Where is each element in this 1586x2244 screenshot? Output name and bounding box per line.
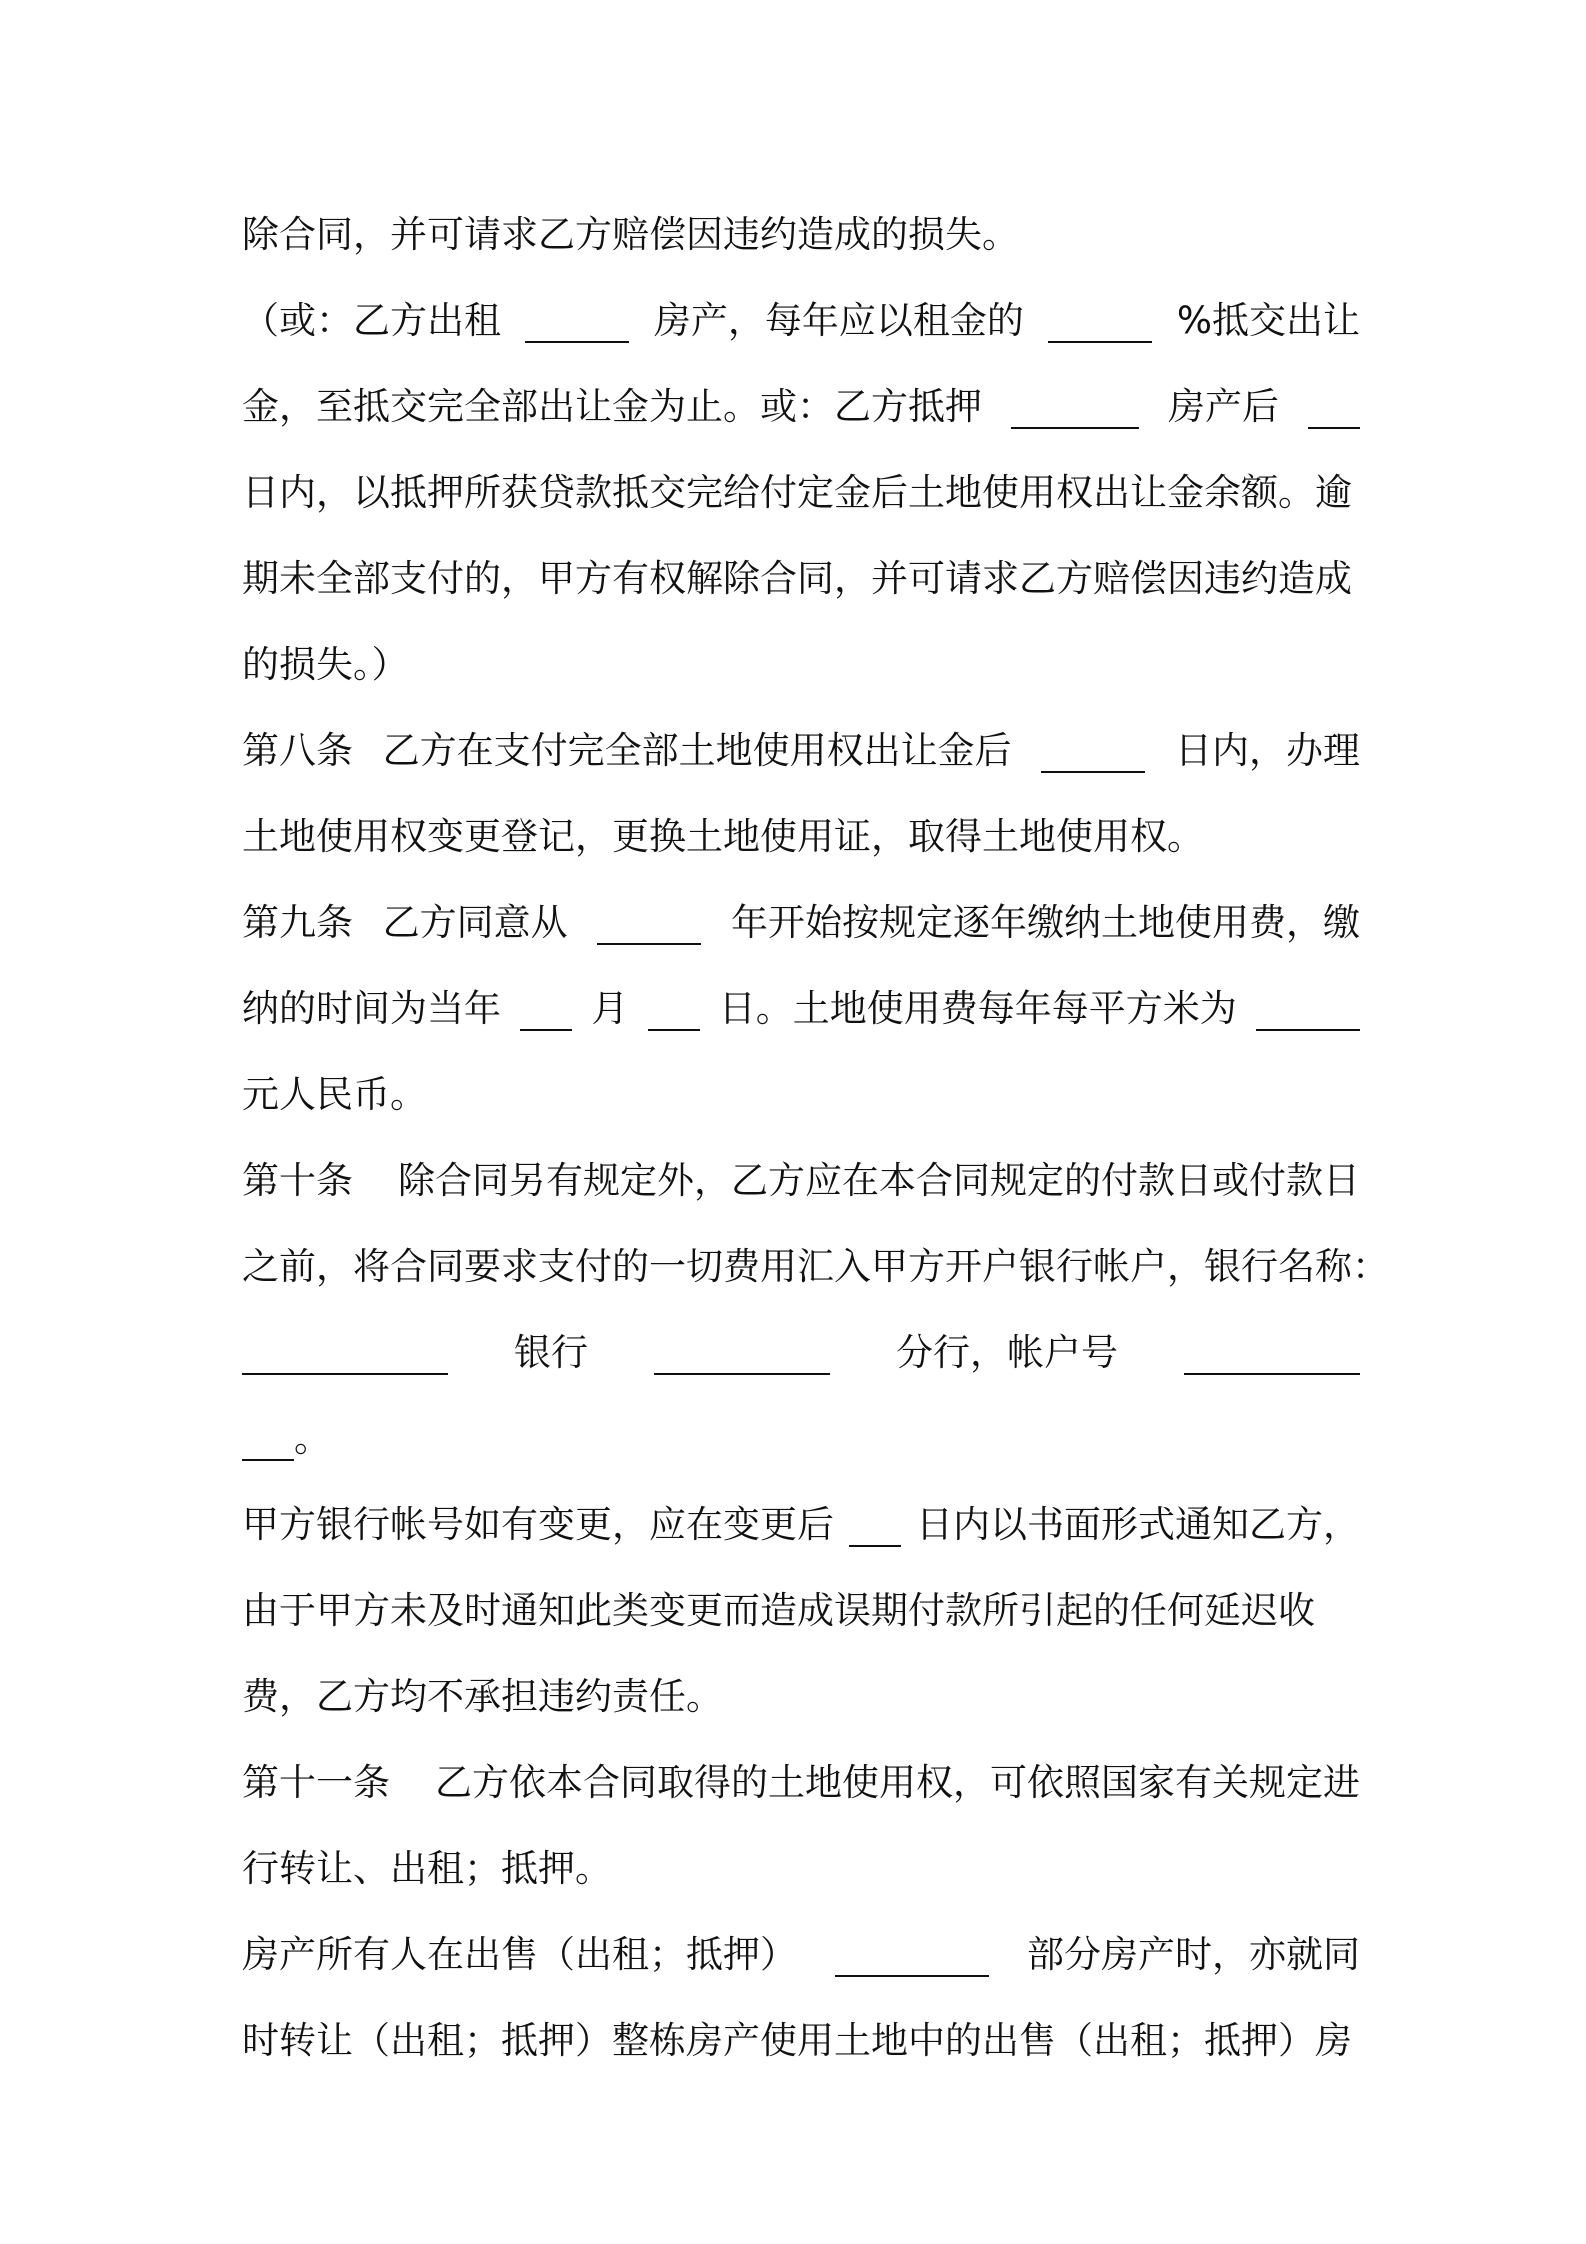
fill-in-blank[interactable] (1041, 729, 1145, 773)
text-segment: 期未全部支付的，甲方有权解除合同，并可请求乙方赔偿因违约造成 (242, 557, 1352, 600)
text-segment: 日。土地使用费每年每平方米为 (718, 987, 1237, 1030)
text-segment: 的损失。） (242, 643, 409, 686)
text-line (242, 536, 1360, 622)
fill-in-blank[interactable] (1308, 385, 1360, 429)
text-line (242, 1826, 1360, 1912)
text-line (242, 1138, 1360, 1224)
text-segment: 年开始按规定逐年缴纳土地使用费，缴 (730, 901, 1360, 944)
text-segment: 房产，每年应以租金的 (653, 299, 1024, 342)
text-segment: 甲方银行帐号如有变更，应在变更后 (242, 1503, 834, 1546)
text-segment: 之前，将合同要求支付的一切费用汇入甲方开户银行帐户，银行名称： (242, 1245, 1389, 1288)
fill-in-blank[interactable] (1256, 987, 1360, 1031)
text-segment: 除合同另有规定外，乙方应在本合同规定的付款日或付款日 (398, 1159, 1360, 1202)
text-segment: 土地使用权变更登记，更换土地使用证，取得土地使用权。 (242, 815, 1204, 858)
contract-text (242, 192, 1389, 2084)
text-segment: 行转让、出租；抵押。 (242, 1847, 612, 1890)
text-segment: 金，至抵交完全部出让金为止。或：乙方抵押 (242, 385, 982, 428)
account-number-blank[interactable] (1184, 1331, 1360, 1375)
text-line (242, 1740, 1360, 1826)
text-line (242, 1052, 1360, 1138)
text-segment: 日内，以抵押所获贷款抵交完给付定金后土地使用权出让金余额。逾 (242, 471, 1352, 514)
text-line (242, 622, 1360, 708)
text-line (242, 364, 1360, 450)
text-segment: 。 (294, 1417, 331, 1460)
text-segment: 日内以书面形式通知乙方， (916, 1503, 1360, 1546)
text-segment: 由于甲方未及时通知此类变更而造成误期付款所引起的任何延迟收 (242, 1589, 1315, 1632)
branch-name-blank[interactable] (654, 1331, 830, 1375)
fill-in-blank[interactable] (835, 1933, 989, 1977)
text-segment: 元人民币。 (242, 1073, 427, 1116)
fill-in-blank[interactable] (1048, 299, 1152, 343)
text-segment: 月 (591, 987, 629, 1030)
text-segment: 银行 (514, 1331, 588, 1374)
text-line (242, 880, 1360, 966)
bank-name-blank[interactable] (242, 1331, 448, 1375)
text-segment: 纳的时间为当年 (242, 987, 501, 1030)
fill-in-blank[interactable] (520, 987, 572, 1031)
text-segment: 分行，帐户号 (896, 1331, 1118, 1374)
text-segment: %抵交出让 (1176, 299, 1360, 342)
text-line (242, 450, 1360, 536)
text-line (242, 966, 1360, 1052)
text-segment: 房产所有人在出售（出租；抵押） (242, 1933, 797, 1976)
fill-in-blank[interactable] (1011, 385, 1139, 429)
text-line (242, 1568, 1360, 1654)
text-line (242, 192, 1360, 278)
text-segment: 乙方依本合同取得的土地使用权，可依照国家有关规定进 (435, 1761, 1360, 1804)
text-line (242, 278, 1360, 364)
text-segment: 日内，办理 (1174, 729, 1360, 772)
text-line (242, 1310, 1360, 1396)
text-segment: 时转让（出租；抵押）整栋房产使用土地中的出售（出租；抵押）房 (242, 2019, 1352, 2062)
article-number: 第十条 (242, 1159, 353, 1202)
text-segment: （或：乙方出租 (242, 299, 501, 342)
text-segment: 房产后 (1168, 385, 1279, 428)
text-line (242, 708, 1360, 794)
text-segment: 乙方在支付完全部土地使用权出让金后 (382, 729, 1012, 772)
article-number: 第十一条 (242, 1761, 390, 1804)
text-segment: 乙方同意从 (382, 901, 568, 944)
text-line (242, 1654, 1360, 1740)
article-number: 第九条 (242, 901, 353, 944)
fill-in-blank[interactable] (597, 901, 701, 945)
text-segment: 部分房产时，亦就同 (1027, 1933, 1360, 1976)
text-line (242, 1482, 1360, 1568)
text-line (242, 1396, 1360, 1482)
text-line (242, 794, 1360, 880)
text-line (242, 1224, 1389, 1310)
fill-in-blank[interactable] (648, 987, 700, 1031)
text-segment: 除合同，并可请求乙方赔偿因违约造成的损失。 (242, 213, 1019, 256)
text-line (242, 1998, 1360, 2084)
article-number: 第八条 (242, 729, 353, 772)
text-segment: 费，乙方均不承担违约责任。 (242, 1675, 723, 1718)
account-number-blank-continued[interactable] (242, 1417, 294, 1461)
text-line (242, 1912, 1360, 1998)
fill-in-blank[interactable] (849, 1503, 901, 1547)
fill-in-blank[interactable] (525, 299, 629, 343)
